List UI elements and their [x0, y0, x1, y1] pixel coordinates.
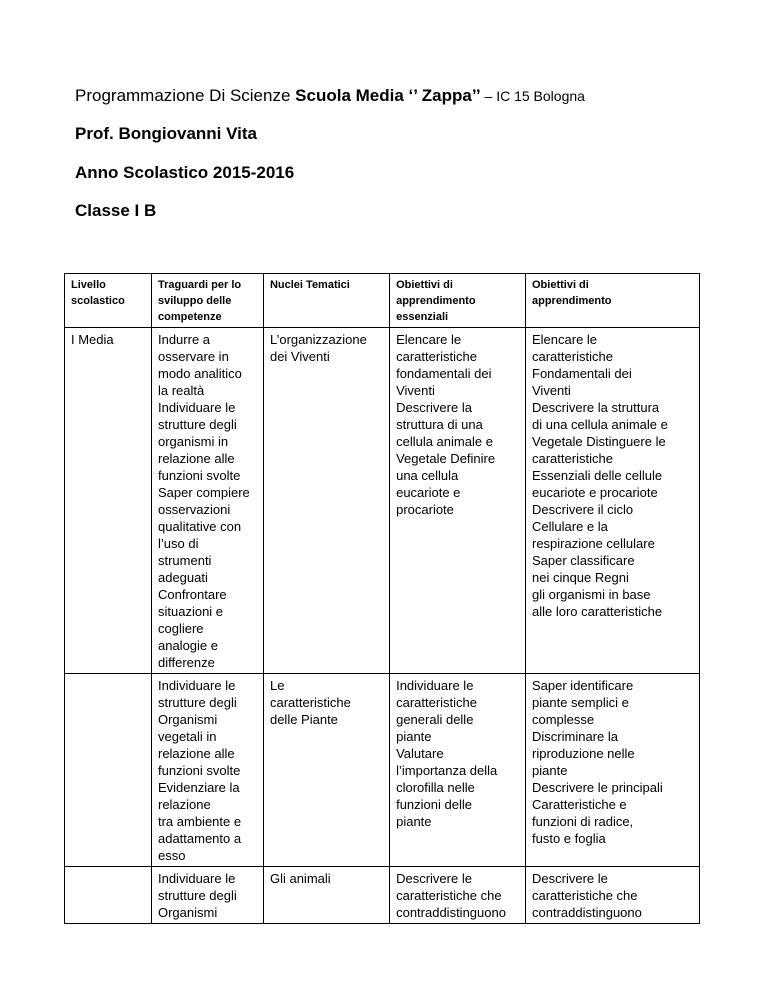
header-obiettivi: Obiettivi di apprendimento: [526, 274, 700, 328]
title-subject: Programmazione Di Scienze: [75, 86, 296, 105]
table-cell: Descrivere le caratteristiche che contraddistinguono: [526, 867, 700, 924]
header-obiettivi-essenziali: Obiettivi di apprendimento essenziali: [390, 274, 526, 328]
table-cell: Elencare le caratteristiche Fondamentali dei Viventi Descrivere la struttura di una cellula animale e Vegetale Distinguere le caratteristiche Essenziali delle cellule eucariote e procariote Descrivere il ciclo Cellulare e la respirazione cellulare Saper classificare nei cinque Regni gli organismi in base alle loro caratteristiche: [526, 328, 700, 674]
curriculum-table: [64, 273, 700, 924]
table-cell: Indurre a osservare in modo analitico la realtà Individuare le strutture degli organismi in relazione alle funzioni svolte Saper compiere osservazioni qualitative con l’uso di strumenti adeguati Confrontare situazioni e cogliere analogie e differenze: [151, 328, 263, 674]
table-row: [65, 328, 700, 674]
header-nuclei: Nuclei Tematici: [263, 274, 389, 328]
title-school: Scuola Media ‘’ Zappa’’: [295, 86, 481, 105]
title-institute: – IC 15 Bologna: [480, 88, 585, 104]
table-cell: Individuare le caratteristiche generali delle piante Valutare l’importanza della clorofilla nelle funzioni delle piante: [390, 674, 526, 867]
table-cell: Elencare le caratteristiche fondamentali dei Viventi Descrivere la struttura di una cellula animale e Vegetale Definire una cellula eucariote e procariote: [390, 328, 526, 674]
table-cell: Le caratteristiche delle Piante: [263, 674, 389, 867]
table-row: [65, 867, 700, 924]
professor-name: Prof. Bongiovanni Vita: [75, 124, 257, 143]
document-title: [75, 86, 585, 106]
table-row: [65, 674, 700, 867]
header-traguardi: Traguardi per lo sviluppo delle competenze: [151, 274, 263, 328]
header-livello: Livello scolastico: [65, 274, 152, 328]
table-cell: [65, 867, 152, 924]
table-cell: L’organizzazione dei Viventi: [263, 328, 389, 674]
table-cell: Gli animali: [263, 867, 389, 924]
school-year: Anno Scolastico 2015-2016: [75, 163, 295, 182]
table-cell: I Media: [65, 328, 152, 674]
table-cell: Saper identificare piante semplici e complesse Discriminare la riproduzione nelle piante Descrivere le principali Caratteristiche e funzioni di radice, fusto e foglia: [526, 674, 700, 867]
table-header-row: [65, 274, 700, 328]
class-label: Classe I B: [75, 201, 157, 220]
table-cell: [65, 674, 152, 867]
table-cell: Individuare le strutture degli Organismi: [151, 867, 263, 924]
table-cell: Individuare le strutture degli Organismi vegetali in relazione alle funzioni svolte Evidenziare la relazione tra ambiente e adattamento a esso: [151, 674, 263, 867]
table-cell: Descrivere le caratteristiche che contraddistinguono: [390, 867, 526, 924]
